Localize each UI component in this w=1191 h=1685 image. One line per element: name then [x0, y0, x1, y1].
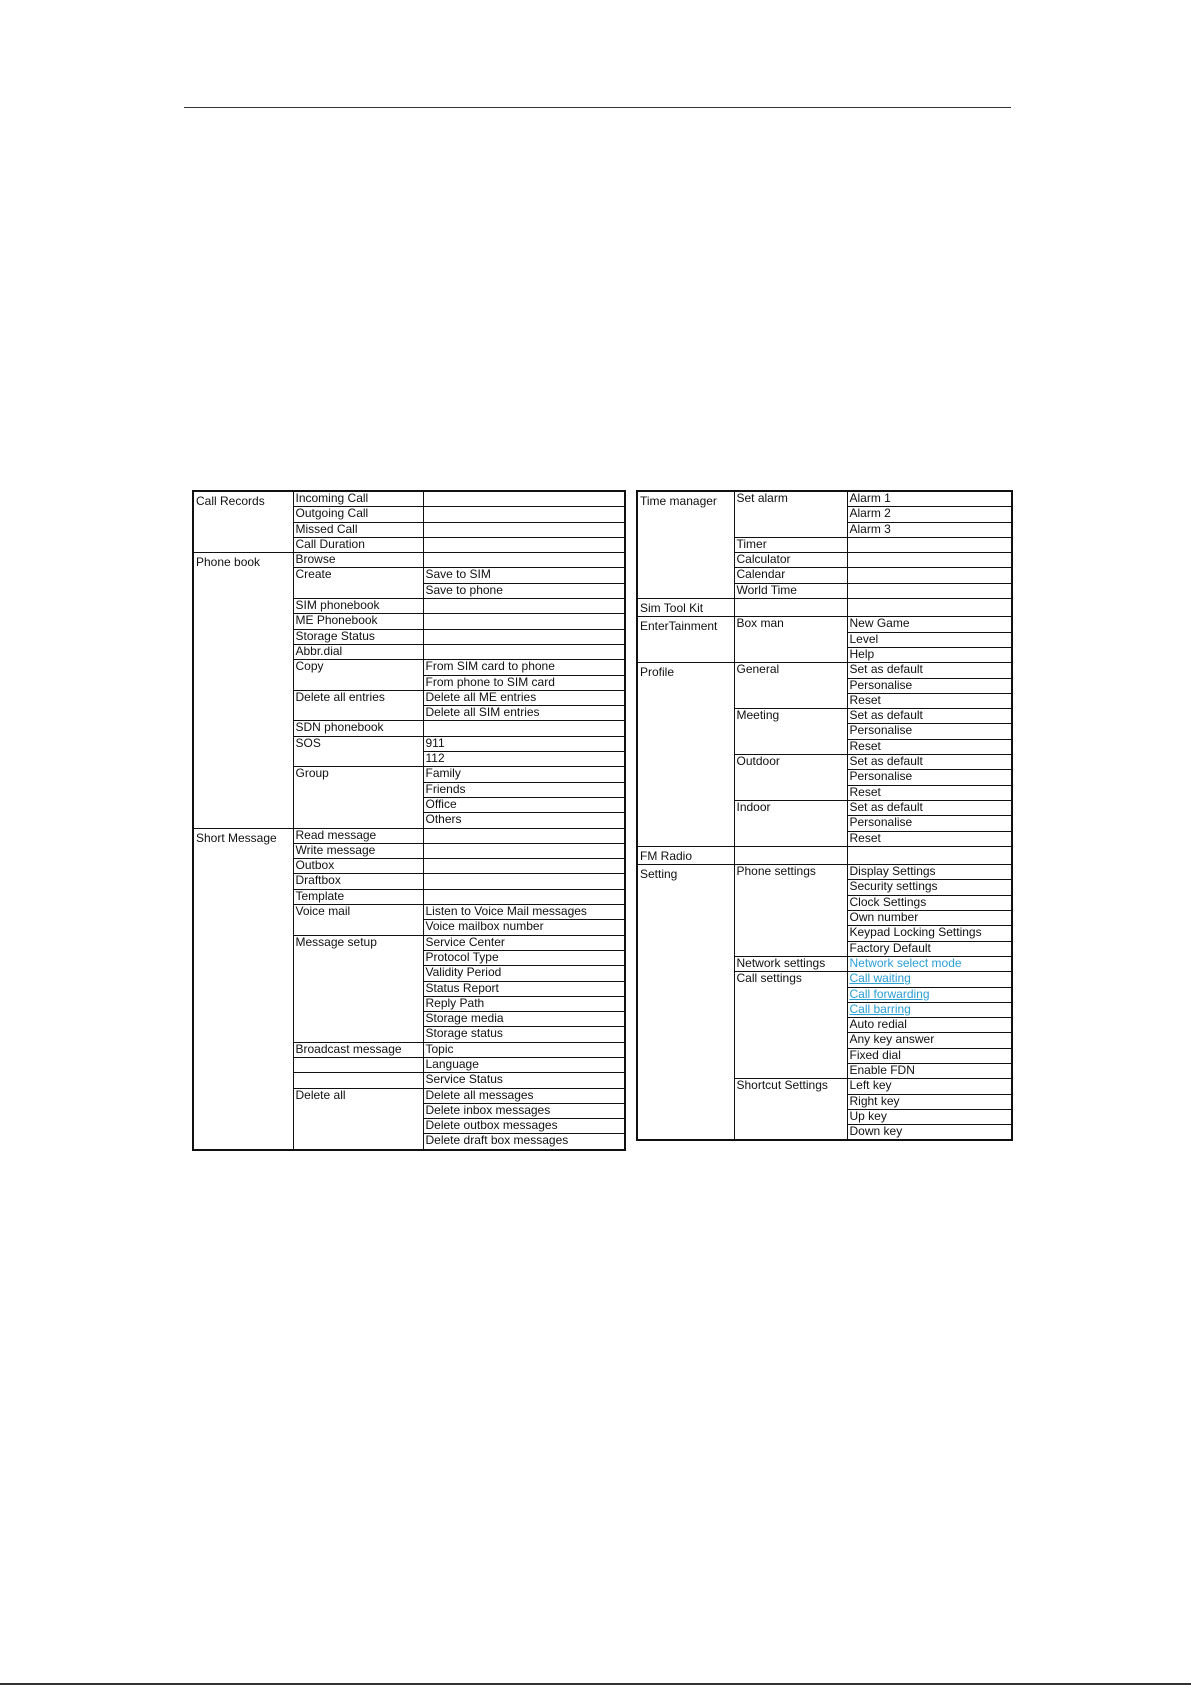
submenu-item-blank — [423, 889, 625, 904]
submenu-item-friends: Friends — [423, 782, 625, 797]
submenu-item-delete-all-me-entries: Delete all ME entries — [423, 690, 625, 705]
menu-item-timer: Timer — [734, 537, 847, 552]
menu-item-template: Template — [293, 889, 423, 904]
menu-item-indoor: Indoor — [734, 800, 847, 846]
submenu-item-blank — [423, 599, 625, 614]
submenu-item-blank — [423, 553, 625, 568]
submenu-item-call-forwarding: Call forwarding — [847, 987, 1012, 1002]
submenu-item-from-sim-card-to-phone: From SIM card to phone — [423, 660, 625, 675]
submenu-item-network-select-mode: Network select mode — [847, 956, 1012, 971]
submenu-item-blank — [847, 537, 1012, 552]
submenu-item-personalise: Personalise — [847, 816, 1012, 831]
submenu-item-blank — [423, 859, 625, 874]
submenu-item-911: 911 — [423, 736, 625, 751]
header-rule — [184, 107, 1011, 108]
submenu-item-blank — [423, 507, 625, 522]
submenu-item-fixed-dial: Fixed dial — [847, 1048, 1012, 1063]
submenu-item-factory-default: Factory Default — [847, 941, 1012, 956]
menu-item-browse: Browse — [293, 553, 423, 568]
menu-item-blank — [293, 1073, 423, 1088]
submenu-item-reply-path: Reply Path — [423, 996, 625, 1011]
submenu-item-keypad-locking-settings: Keypad Locking Settings — [847, 926, 1012, 941]
menu-item-set-alarm: Set alarm — [734, 491, 847, 537]
menu-item-create: Create — [293, 568, 423, 599]
submenu-item-save-to-phone: Save to phone — [423, 583, 625, 598]
submenu-item-call-waiting: Call waiting — [847, 972, 1012, 987]
menu-item-shortcut-settings: Shortcut Settings — [734, 1079, 847, 1141]
menu-item-general: General — [734, 663, 847, 709]
menu-item-box-man: Box man — [734, 617, 847, 663]
menu-item-abbr-dial: Abbr.dial — [293, 644, 423, 659]
menu-item-calendar: Calendar — [734, 568, 847, 583]
table-row — [637, 846, 1012, 864]
menu-item-meeting: Meeting — [734, 709, 847, 755]
submenu-item-left-key: Left key — [847, 1079, 1012, 1094]
submenu-item-reset: Reset — [847, 785, 1012, 800]
menu-item-read-message: Read message — [293, 828, 423, 843]
menu-item-outdoor: Outdoor — [734, 755, 847, 801]
submenu-item-topic: Topic — [423, 1042, 625, 1057]
submenu-item-own-number: Own number — [847, 911, 1012, 926]
submenu-item-reset: Reset — [847, 831, 1012, 846]
menu-tree-table-right — [636, 490, 1013, 1141]
submenu-item-delete-inbox-messages: Delete inbox messages — [423, 1103, 625, 1118]
submenu-item-call-barring: Call barring — [847, 1002, 1012, 1017]
submenu-item-set-as-default: Set as default — [847, 663, 1012, 678]
menu-group-profile: Profile — [637, 663, 734, 847]
submenu-item-blank — [423, 828, 625, 843]
submenu-item-language: Language — [423, 1057, 625, 1072]
submenu-item-personalise: Personalise — [847, 724, 1012, 739]
menu-item-call-settings: Call settings — [734, 972, 847, 1079]
submenu-item-blank — [847, 553, 1012, 568]
submenu-item-save-to-sim: Save to SIM — [423, 568, 625, 583]
submenu-item-delete-all-sim-entries: Delete all SIM entries — [423, 706, 625, 721]
menu-item-draftbox: Draftbox — [293, 874, 423, 889]
submenu-item-enable-fdn: Enable FDN — [847, 1063, 1012, 1078]
menu-item-group: Group — [293, 767, 423, 828]
menu-item-outbox: Outbox — [293, 859, 423, 874]
submenu-item-blank — [423, 644, 625, 659]
submenu-item-blank — [423, 522, 625, 537]
submenu-item-others: Others — [423, 813, 625, 828]
menu-item-world-time: World Time — [734, 583, 847, 598]
menu-item-calculator: Calculator — [734, 553, 847, 568]
menu-item-storage-status: Storage Status — [293, 629, 423, 644]
submenu-item-validity-period: Validity Period — [423, 966, 625, 981]
submenu-item-reset: Reset — [847, 693, 1012, 708]
table-row — [637, 491, 1012, 507]
submenu-item-storage-status: Storage status — [423, 1027, 625, 1042]
menu-item-network-settings: Network settings — [734, 956, 847, 971]
submenu-item-blank — [423, 629, 625, 644]
menu-item-write-message: Write message — [293, 843, 423, 858]
menu-item-blank — [734, 846, 847, 864]
submenu-item-down-key: Down key — [847, 1125, 1012, 1141]
menu-item-call-duration: Call Duration — [293, 537, 423, 552]
submenu-item-set-as-default: Set as default — [847, 755, 1012, 770]
table-row — [193, 553, 625, 568]
menu-item-delete-all-entries: Delete all entries — [293, 690, 423, 721]
submenu-item-protocol-type: Protocol Type — [423, 950, 625, 965]
menu-item-sdn-phonebook: SDN phonebook — [293, 721, 423, 736]
submenu-item-office: Office — [423, 797, 625, 812]
submenu-item-listen-to-voice-mail-messages: Listen to Voice Mail messages — [423, 905, 625, 920]
submenu-item-status-report: Status Report — [423, 981, 625, 996]
menu-group-time-manager: Time manager — [637, 491, 734, 599]
submenu-item-blank — [847, 846, 1012, 864]
submenu-item-blank — [423, 491, 625, 507]
submenu-item-service-status: Service Status — [423, 1073, 625, 1088]
menu-item-outgoing-call: Outgoing Call — [293, 507, 423, 522]
submenu-item-display-settings: Display Settings — [847, 865, 1012, 880]
menu-item-sos: SOS — [293, 736, 423, 767]
submenu-item-delete-outbox-messages: Delete outbox messages — [423, 1119, 625, 1134]
submenu-item-new-game: New Game — [847, 617, 1012, 632]
submenu-item-auto-redial: Auto redial — [847, 1018, 1012, 1033]
submenu-item-clock-settings: Clock Settings — [847, 895, 1012, 910]
submenu-item-blank — [423, 614, 625, 629]
table-row — [637, 617, 1012, 632]
submenu-item-level: Level — [847, 632, 1012, 647]
submenu-item-alarm-2: Alarm 2 — [847, 507, 1012, 522]
menu-group-call-records: Call Records — [193, 491, 293, 553]
table-row — [193, 491, 625, 507]
menu-group-fm-radio: FM Radio — [637, 846, 734, 864]
submenu-item-blank — [847, 583, 1012, 598]
table-row — [637, 599, 1012, 617]
submenu-item-set-as-default: Set as default — [847, 800, 1012, 815]
submenu-item-delete-draft-box-messages: Delete draft box messages — [423, 1134, 625, 1150]
menu-item-incoming-call: Incoming Call — [293, 491, 423, 507]
menu-group-entertainment: EnterTainment — [637, 617, 734, 663]
submenu-item-any-key-answer: Any key answer — [847, 1033, 1012, 1048]
menu-item-broadcast-message: Broadcast message — [293, 1042, 423, 1057]
menu-item-blank — [293, 1057, 423, 1072]
menu-item-delete-all: Delete all — [293, 1088, 423, 1150]
table-row — [193, 828, 625, 843]
submenu-item-security-settings: Security settings — [847, 880, 1012, 895]
submenu-item-alarm-1: Alarm 1 — [847, 491, 1012, 507]
submenu-item-voice-mailbox-number: Voice mailbox number — [423, 920, 625, 935]
submenu-item-reset: Reset — [847, 739, 1012, 754]
table-row — [637, 663, 1012, 678]
submenu-item-alarm-3: Alarm 3 — [847, 522, 1012, 537]
submenu-item-service-center: Service Center — [423, 935, 625, 950]
menu-tree-table-left — [192, 490, 626, 1151]
submenu-item-personalise: Personalise — [847, 678, 1012, 693]
menu-group-short-message: Short Message — [193, 828, 293, 1150]
menu-item-phone-settings: Phone settings — [734, 865, 847, 957]
menu-group-sim-tool-kit: Sim Tool Kit — [637, 599, 734, 617]
menu-group-setting: Setting — [637, 865, 734, 1141]
menu-item-blank — [734, 599, 847, 617]
submenu-item-blank — [423, 874, 625, 889]
menu-item-me-phonebook: ME Phonebook — [293, 614, 423, 629]
submenu-item-up-key: Up key — [847, 1109, 1012, 1124]
submenu-item-storage-media: Storage media — [423, 1012, 625, 1027]
menu-item-missed-call: Missed Call — [293, 522, 423, 537]
submenu-item-blank — [423, 843, 625, 858]
submenu-item-help: Help — [847, 647, 1012, 662]
submenu-item-right-key: Right key — [847, 1094, 1012, 1109]
submenu-item-blank — [847, 568, 1012, 583]
submenu-item-112: 112 — [423, 752, 625, 767]
table-row — [637, 865, 1012, 880]
menu-item-message-setup: Message setup — [293, 935, 423, 1042]
submenu-item-blank — [423, 537, 625, 552]
submenu-item-set-as-default: Set as default — [847, 709, 1012, 724]
menu-item-sim-phonebook: SIM phonebook — [293, 599, 423, 614]
menu-group-phone-book: Phone book — [193, 553, 293, 828]
submenu-item-blank — [847, 599, 1012, 617]
submenu-item-from-phone-to-sim-card: From phone to SIM card — [423, 675, 625, 690]
submenu-item-personalise: Personalise — [847, 770, 1012, 785]
submenu-item-blank — [423, 721, 625, 736]
menu-item-copy: Copy — [293, 660, 423, 691]
submenu-item-delete-all-messages: Delete all messages — [423, 1088, 625, 1103]
menu-item-voice-mail: Voice mail — [293, 905, 423, 936]
submenu-item-family: Family — [423, 767, 625, 782]
